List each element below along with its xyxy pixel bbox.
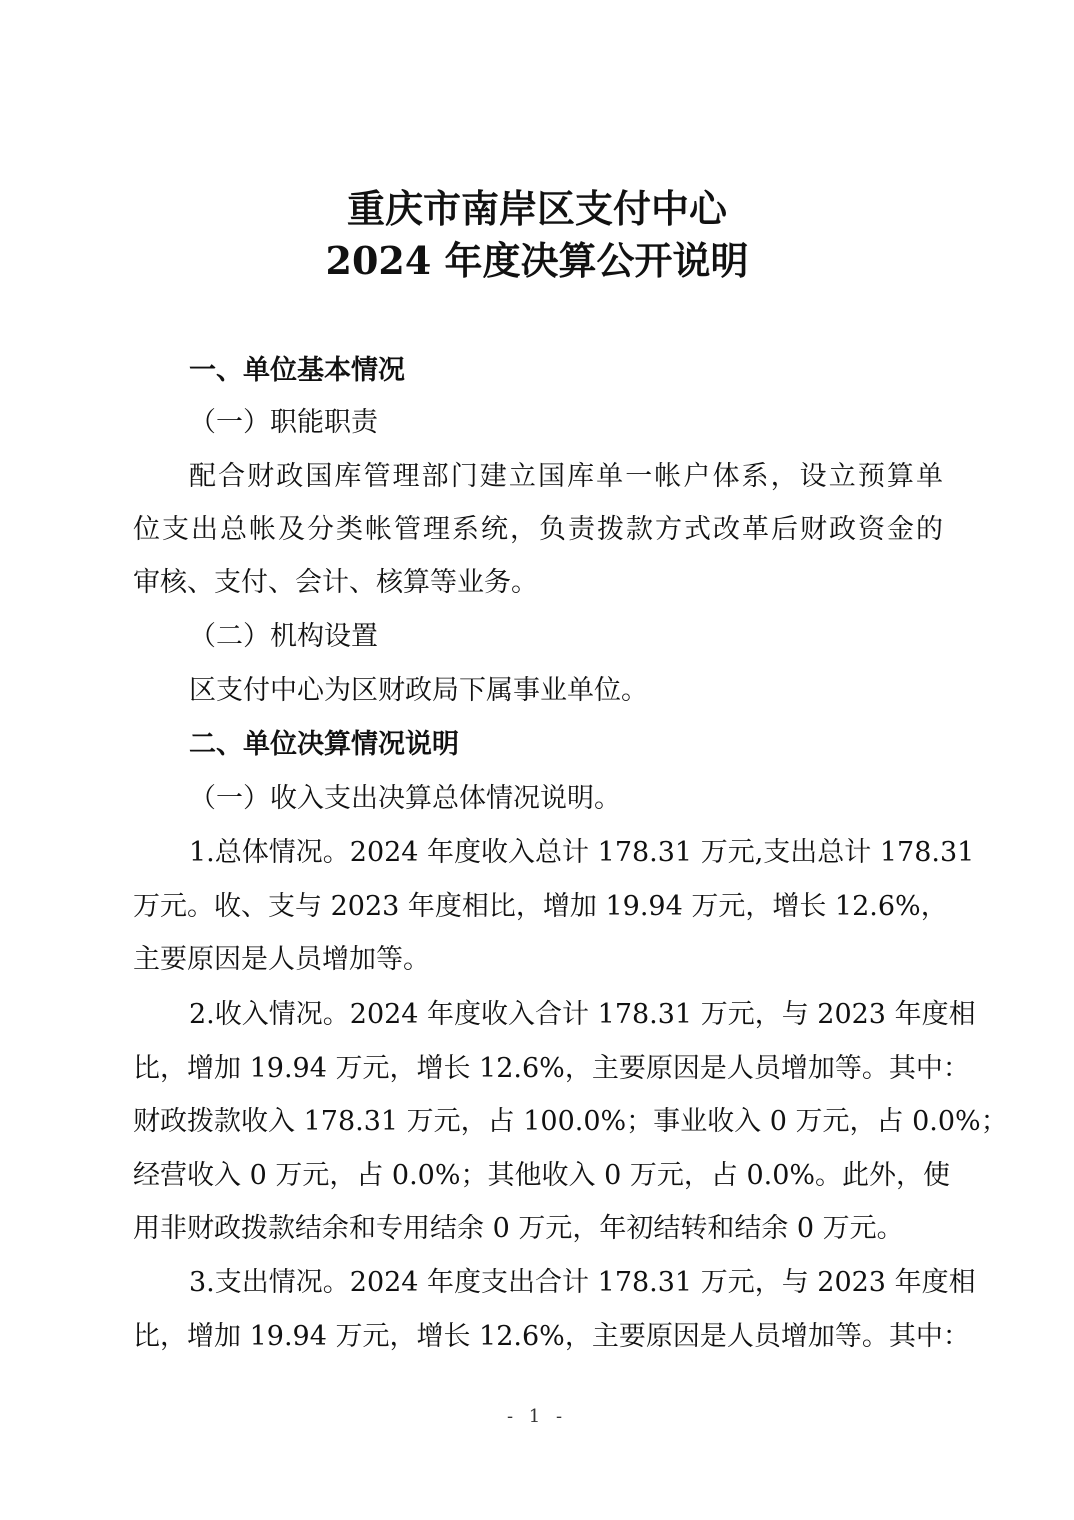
expenditure-situation-line-1: 3.支出情况。2024 年度支出合计 178.31 万元，与 2023 年度相	[189, 1267, 976, 1298]
document-title-line-2: 2024 年度决算公开说明	[325, 238, 749, 283]
page-number: - 1 -	[506, 1406, 568, 1427]
section-heading-basic-info: 一、单位基本情况	[189, 355, 405, 386]
income-situation-line-1: 2.收入情况。2024 年度收入合计 178.31 万元，与 2023 年度相	[189, 999, 976, 1030]
subheading-income-expenditure-overview: （一）收入支出决算总体情况说明。	[189, 783, 621, 814]
paragraph-organization: 区支付中心为区财政局下属事业单位。	[189, 675, 648, 706]
document-title-line-1: 重庆市南岸区支付中心	[346, 187, 727, 231]
paragraph-functions-line-3: 审核、支付、会计、核算等业务。	[133, 567, 538, 598]
income-situation-line-2: 比，增加 19.94 万元，增长 12.6%，主要原因是人员增加等。其中：	[133, 1053, 970, 1084]
overall-situation-line-3: 主要原因是人员增加等。	[133, 944, 430, 975]
overall-situation-line-1: 1.总体情况。2024 年度收入总计 178.31 万元,支出总计 178.31	[189, 837, 975, 868]
income-situation-line-5: 用非财政拨款结余和专用结余 0 万元，年初结转和结余 0 万元。	[133, 1213, 904, 1244]
income-situation-line-4: 经营收入 0 万元，占 0.0%；其他收入 0 万元，占 0.0%。此外，使	[133, 1160, 951, 1191]
paragraph-functions-line-2: 位支出总帐及分类帐管理系统，负责拨款方式改革后财政资金的	[133, 514, 943, 545]
paragraph-functions-line-1: 配合财政国库管理部门建立国库单一帐户体系，设立预算单	[189, 461, 943, 492]
subheading-functions: （一）职能职责	[189, 407, 378, 438]
overall-situation-line-2: 万元。收、支与 2023 年度相比，增加 19.94 万元，增长 12.6%，	[133, 891, 948, 922]
expenditure-situation-line-2: 比，增加 19.94 万元，增长 12.6%，主要原因是人员增加等。其中：	[133, 1321, 970, 1352]
section-heading-final-accounts: 二、单位决算情况说明	[189, 729, 459, 760]
income-situation-line-3: 财政拨款收入 178.31 万元，占 100.0%；事业收入 0 万元，占 0.0%；	[133, 1106, 1008, 1137]
subheading-organization: （二）机构设置	[189, 621, 378, 652]
